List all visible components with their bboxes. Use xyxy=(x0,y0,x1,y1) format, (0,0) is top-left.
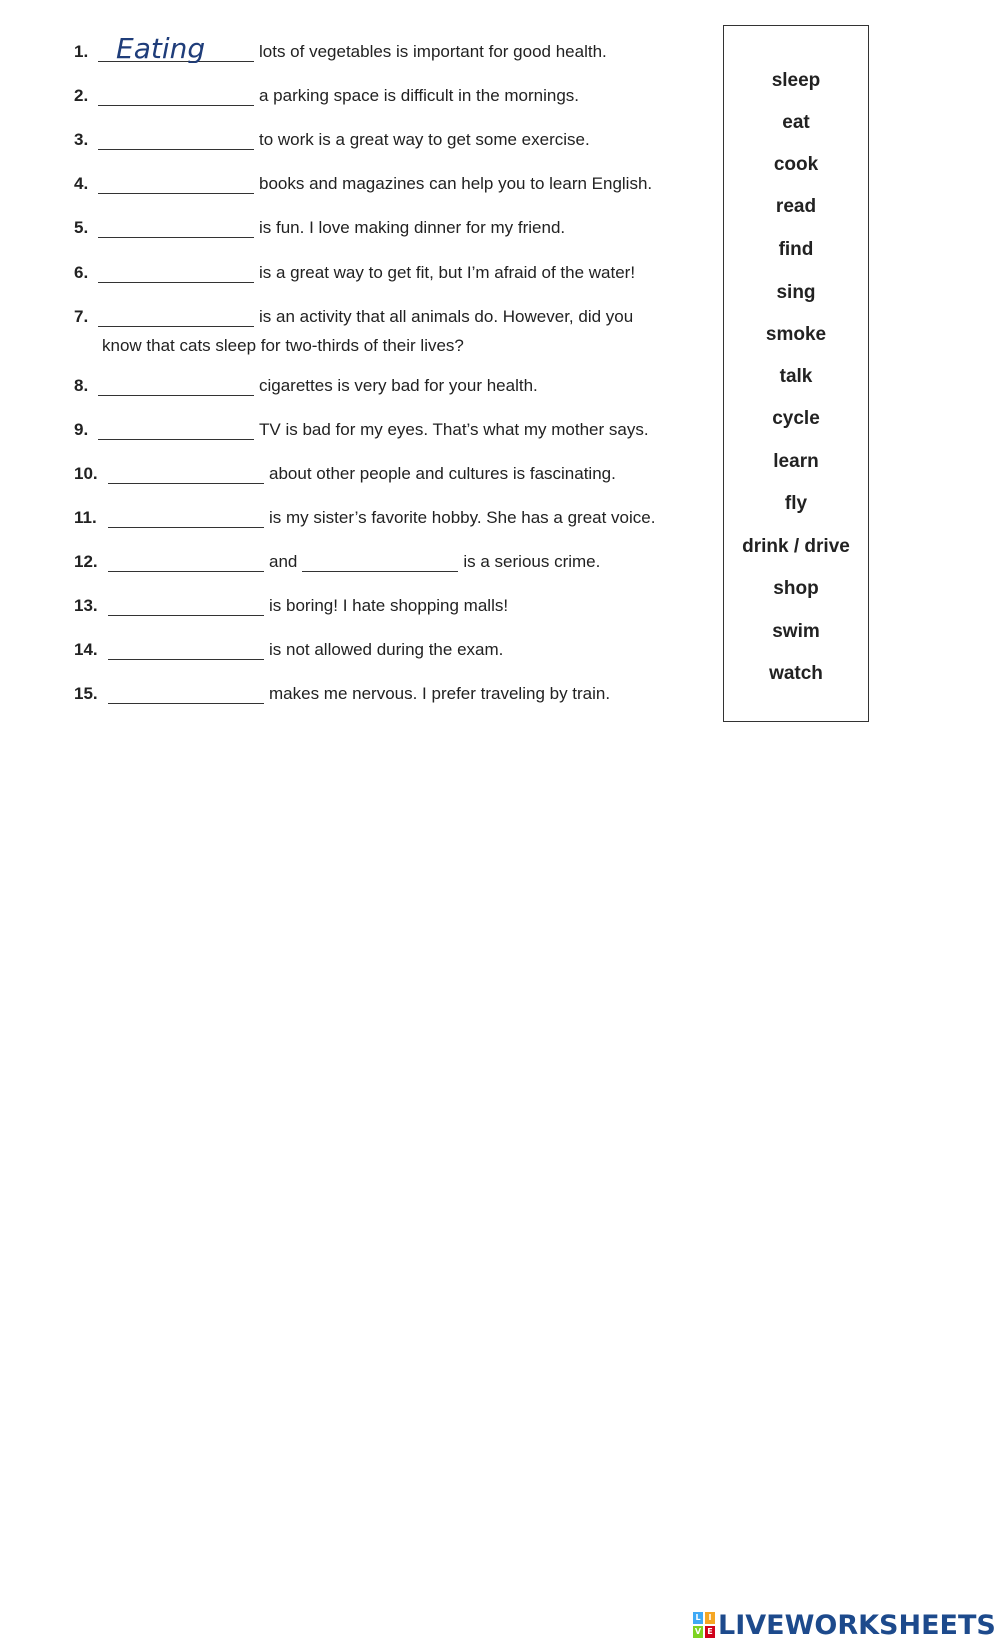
question-number: 6. xyxy=(74,263,89,282)
question-number: 2. xyxy=(74,86,89,105)
answer-input-4[interactable] xyxy=(98,165,250,195)
word-bank-item: fly xyxy=(784,493,808,514)
question-text: books and magazines can help you to learn English. xyxy=(259,174,653,193)
question-6 xyxy=(74,263,635,283)
question-number: 9. xyxy=(74,420,89,439)
answer-blank[interactable] xyxy=(98,87,254,106)
answer-input-2[interactable] xyxy=(98,77,250,107)
question-text: is my sister’s favorite hobby. She has a great voice. xyxy=(269,508,656,527)
question-5 xyxy=(74,218,565,238)
answer-blank[interactable] xyxy=(98,175,254,194)
question-text: lots of vegetables is important for good health. xyxy=(259,42,607,61)
question-text: makes me nervous. I prefer traveling by train. xyxy=(269,684,611,703)
answer-input-8[interactable] xyxy=(98,367,250,397)
word-bank-item: sleep xyxy=(771,70,821,91)
answer-blank[interactable] xyxy=(302,553,458,572)
question-text: is fun. I love making dinner for my friend. xyxy=(259,218,566,237)
question-14 xyxy=(74,640,503,660)
word-bank-item: cook xyxy=(773,154,819,175)
question-number: 11. xyxy=(74,508,97,527)
word-bank-item: find xyxy=(778,239,814,260)
answer-input-10[interactable] xyxy=(108,455,260,485)
answer-blank[interactable] xyxy=(108,509,264,528)
question-3 xyxy=(74,130,590,150)
answer-blank[interactable] xyxy=(108,465,264,484)
question-middle-text: and xyxy=(269,552,298,571)
answer-input-13[interactable] xyxy=(108,587,260,617)
answer-input-1[interactable] xyxy=(98,33,250,63)
answer-input-3[interactable] xyxy=(98,121,250,151)
answer-blank[interactable] xyxy=(98,421,254,440)
logo-letter: E xyxy=(705,1626,715,1638)
word-bank xyxy=(723,25,869,722)
answer-input-9[interactable] xyxy=(98,411,250,441)
answer-blank[interactable] xyxy=(108,641,264,660)
logo-mark-icon xyxy=(693,1612,715,1638)
word-bank-item: watch xyxy=(769,663,823,684)
question-11 xyxy=(74,508,655,528)
answer-blank[interactable] xyxy=(108,685,264,704)
question-7 xyxy=(74,307,633,327)
answer-input-5[interactable] xyxy=(98,209,250,239)
question-4 xyxy=(74,174,652,194)
word-bank-item: smoke xyxy=(765,324,827,345)
question-number: 8. xyxy=(74,376,89,395)
answer-blank[interactable] xyxy=(108,553,264,572)
question-13 xyxy=(74,596,508,616)
question-text: is a great way to get fit, but I’m afraid of the water! xyxy=(259,263,636,282)
question-number: 14. xyxy=(74,640,98,659)
question-7-continuation: know that cats sleep for two-thirds of their lives? xyxy=(102,336,464,355)
question-1 xyxy=(74,42,607,62)
logo-letter: V xyxy=(694,1627,702,1636)
answer-blank[interactable] xyxy=(98,377,254,396)
question-15 xyxy=(74,684,610,704)
question-text: TV is bad for my eyes. That’s what my mother says. xyxy=(259,420,649,439)
word-bank-item: read xyxy=(775,196,817,217)
answer-blank[interactable] xyxy=(108,597,264,616)
question-number: 10. xyxy=(74,464,98,483)
question-number: 13. xyxy=(74,596,98,615)
word-bank-item: learn xyxy=(773,451,819,472)
answer-blank[interactable] xyxy=(98,308,254,327)
liveworksheets-logo xyxy=(693,1610,996,1640)
answer-blank[interactable] xyxy=(98,43,254,62)
question-2 xyxy=(74,86,579,106)
answer-input-12a[interactable] xyxy=(108,543,260,573)
question-number: 3. xyxy=(74,130,89,149)
answer-input-7[interactable] xyxy=(98,298,250,328)
answer-blank[interactable] xyxy=(98,219,254,238)
answer-input-14[interactable] xyxy=(108,631,260,661)
word-bank-item: eat xyxy=(782,112,810,133)
logo-letter: L xyxy=(693,1612,703,1624)
question-8 xyxy=(74,376,538,396)
answer-blank[interactable] xyxy=(98,264,254,283)
question-number: 1. xyxy=(74,42,89,61)
question-text: to work is a great way to get some exercise. xyxy=(259,130,590,149)
question-number: 4. xyxy=(74,174,89,193)
question-number: 7. xyxy=(74,307,89,326)
logo-letter: I xyxy=(705,1612,715,1624)
word-bank-item: swim xyxy=(772,621,820,642)
question-text: cigarettes is very bad for your health. xyxy=(259,376,538,395)
word-bank-item: drink / drive xyxy=(742,536,850,557)
question-12 xyxy=(74,552,600,572)
word-bank-item: cycle xyxy=(772,408,820,429)
answer-blank[interactable] xyxy=(98,131,254,150)
question-text: is boring! I hate shopping malls! xyxy=(269,596,509,615)
question-9 xyxy=(74,420,649,440)
word-bank-item: shop xyxy=(773,578,819,599)
question-10 xyxy=(74,464,616,484)
answer-input-12b[interactable] xyxy=(302,543,454,573)
question-text: is a serious crime. xyxy=(463,552,601,571)
question-number: 5. xyxy=(74,218,89,237)
word-bank-item: sing xyxy=(776,282,816,303)
question-text: is not allowed during the exam. xyxy=(269,640,504,659)
word-bank-item: talk xyxy=(779,366,813,387)
question-text: is an activity that all animals do. However, did you xyxy=(259,307,634,326)
question-text: about other people and cultures is fascinating. xyxy=(269,464,616,483)
question-text: a parking space is difficult in the mornings. xyxy=(259,86,580,105)
logo-text: LIVEWORKSHEETS xyxy=(718,1609,996,1641)
answer-input-15[interactable] xyxy=(108,675,260,705)
answer-input-6[interactable] xyxy=(98,254,250,284)
question-number: 15. xyxy=(74,684,98,703)
answer-input-11[interactable] xyxy=(108,499,260,529)
question-number: 12. xyxy=(74,552,98,571)
